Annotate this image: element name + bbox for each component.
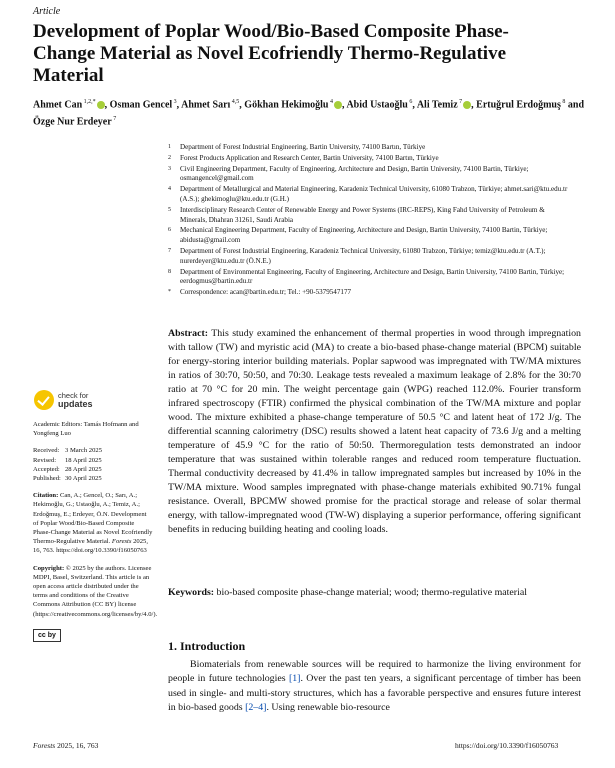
date-label: Published: xyxy=(33,475,61,483)
reference-link[interactable]: [2–4] xyxy=(245,702,267,714)
author-name: Ahmet Sarı xyxy=(181,99,231,111)
checkmark-icon xyxy=(34,390,54,410)
keywords-label: Keywords: xyxy=(168,587,215,598)
author-name: Ertuğrul Erdoğmuş xyxy=(476,99,561,111)
date-value: 28 April 2025 xyxy=(65,465,102,473)
affiliation-item xyxy=(168,165,573,185)
affiliation-text: Department of Forest Industrial Engineering, Karadeniz Technical University, 61080 Trabzon, Türkiye; temiz@ktu.edu.tr (A.T.); nurerdeyer@ktu.edu.tr (Ö.N.E.) xyxy=(180,246,546,265)
affiliation-number: 5 xyxy=(168,206,171,213)
affiliation-text: Department of Metallurgical and Material Engineering, Karadeniz Technical University, 61080 Trabzon, Türkiye; ahmet.sari@ktu.edu.tr (A.S.); ghekimoglu@ktu.edu.tr (G.H.) xyxy=(180,185,568,203)
affiliation-number: 7 xyxy=(168,247,171,254)
affiliation-text: Correspondence: acan@bartin.edu.tr; Tel.: +90-5379547177 xyxy=(180,288,352,297)
abstract xyxy=(168,327,581,537)
affiliation-item xyxy=(168,185,573,205)
affiliation-number: 1 xyxy=(168,144,171,150)
author-name: Osman Gencel xyxy=(109,99,173,111)
date-label: Revised: xyxy=(33,456,57,464)
orcid-icon[interactable] xyxy=(463,101,471,109)
reference-link[interactable]: [1] xyxy=(288,673,301,685)
date-row xyxy=(33,456,153,465)
academic-editors: Academic Editors: Tamás Hofmann and Yongfeng Luo xyxy=(33,421,139,438)
affiliation-item xyxy=(168,206,573,226)
date-value: 30 April 2025 xyxy=(65,475,102,483)
date-value: 3 March 2025 xyxy=(65,447,102,455)
author-affiliation-mark: 7 xyxy=(111,116,117,123)
author-affiliation-mark: 4,5 xyxy=(230,99,240,105)
author-name: Gökhan Hekimoğlu xyxy=(244,99,329,111)
date-row xyxy=(33,474,153,483)
abstract-text: This study examined the enhancement of thermal properties in wood through impregnation with tallow (TW) and myristic acid (MA) to create a bio-based phase-change material (BPCM) suitable for energy-storing interior building materials. Poplar sapwood was impregnated with TW/MA mixtures in ratios of 30:70, 50:50, and 70:30. Leakage tests revealed a maximum leakage of 2.8% for the 30:70 ratio at 70 °C for 20 min. The weight percentage gain (WPG) reached 112.0%. Fourier transform infrared spectroscopy (FTIR) confirmed the physical combination of the TW/MA mixture and poplar wood. The mixture exhibited a phase-change temperature of 50.5 °C and latent heat of 172 J/g. The differential scanning calorimetry (DSC) results showed a latent heat capacity of 73.6 J/g and a melting temperature of 45.9 °C for the ratio of 50:50. Thermoregulation tests demonstrated an indoor temperature that was sustained within tolerable ranges and reduced room temperature fluctuation. Thermal conductivity decreased by 41.4% in tallow impregnated samples but increased by 10% in the TW/MA mixture. Wood samples impregnated with phase-change materials exhibited 90.71% fungal resistance. Overall, BPCMW showed promise for the practical storage and release of solar thermal energy, with tallow-impregnated wood (TW-W) displaying a superior performance, offering significant benefits in reducing building heating and cooling loads. xyxy=(168,328,581,535)
date-label: Accepted: xyxy=(33,465,60,473)
affiliation-number: 4 xyxy=(168,186,171,193)
affiliation-number: 6 xyxy=(168,227,171,234)
author-affiliation-mark: 6 xyxy=(407,99,413,105)
article-type-label: Article xyxy=(33,6,61,17)
date-row xyxy=(33,465,153,474)
orcid-icon[interactable] xyxy=(334,101,342,109)
affiliation-text: Department of Forest Industrial Engineering, Bartin University, 74100 Bartın, Türkiye xyxy=(180,143,426,151)
copyright-block: Copyright: © 2025 by the authors. Licensee MDPI, Basel, Switzerland. This article is an open access article distributed under the terms and conditions of the Creative Commons Attribution (CC BY) license (https://creativecommons.org/licenses/by/4.0/). xyxy=(33,564,158,618)
date-value: 18 April 2025 xyxy=(65,456,102,464)
affiliation-item xyxy=(168,247,573,267)
affiliation-text: Department of Environmental Engineering, Faculty of Engineering, Architecture and Design, Bartin University, 74100 Bartin, Türkiye; eerdogmus@bartin.edu.tr xyxy=(180,267,565,286)
affiliation-number: * xyxy=(168,289,171,296)
article-sidebar xyxy=(33,420,158,642)
orcid-icon[interactable] xyxy=(97,101,105,109)
affiliation-item xyxy=(168,154,573,164)
introduction-paragraph: Biomaterials from renewable sources will be required to harmonize the living environment for people in future technologies [1]. Over the past ten years, a significant percentage of timber has been used in single- and multi-story structures, which has a favorable perspective and ensures future interest in bio-based goods [2–4]. Using renewable bio-resource xyxy=(168,659,581,714)
citation-block: Citation: Can, A.; Gencel, O.; Sarı, A.; Hekimoğlu, G.; Ustaoğlu, A.; Temiz, A.; Erdoğmuş, E.; Erdeyer, Ö.N. Development of Poplar Wood/Bio-Based Composite Phase-Change Material as Novel Ecofriendly Thermo-Regulative Material. Forests 2025, 16, 763. https://doi.org/10.3390/f16050763 xyxy=(33,492,153,555)
affiliation-item xyxy=(168,288,573,298)
author-affiliation-mark: 8 xyxy=(560,99,566,105)
date-row xyxy=(33,446,153,455)
date-label: Received: xyxy=(33,447,60,455)
footer-doi-link[interactable]: https://doi.org/10.3390/f16050763 xyxy=(455,741,559,750)
affiliation-number: 2 xyxy=(168,154,171,161)
affiliation-number: 3 xyxy=(168,165,171,172)
keywords xyxy=(168,586,581,600)
author-affiliation-mark: 4 xyxy=(328,99,333,105)
author-list: Ahmet Can $^{1,2,*}$ , Osman Gencel $^3$, Ahmet Sarı $^{4,5}$, Gökhan Hekimoğlu $^4$ , Abid Ustaoğlu $^6$, Ali Temiz $^7$ , Ertuğrul Erdoğmuş $^8$ and Özge Nur Erdeyer $^7$ xyxy=(33,99,585,128)
affiliation-item xyxy=(168,268,573,288)
affiliation-text: Mechanical Engineering Department, Faculty of Engineering, Architecture and Design, Bartin University, 74100 Bartin, Türkiye; abidusta@gmail.com xyxy=(180,226,548,245)
author-name: Özge Nur Erdeyer xyxy=(33,116,112,128)
section-heading-introduction: 1. Introduction xyxy=(168,639,246,653)
paper-title: Development of Poplar Wood/Bio-Based Composite Phase-Change Material as Novel Ecofriendly Thermo-Regulative Material xyxy=(33,21,509,86)
author-affiliation-mark: 7 xyxy=(457,99,463,105)
affiliation-item xyxy=(168,226,573,246)
author-name: Abid Ustaoğlu xyxy=(346,99,408,111)
affiliation-text: Civil Engineering Department, Faculty of Engineering, Architecture and Design, Bartin University, 74100 Bartin, Türkiye; osmangencel@gmail.com xyxy=(180,164,529,183)
author-affiliation-mark: 3 xyxy=(172,99,177,105)
author-name: Ali Temiz xyxy=(416,99,458,111)
affiliation-list xyxy=(168,143,573,299)
author-affiliation-mark: 1,2,* xyxy=(82,99,96,105)
affiliation-text: Forest Products Application and Research Center, Bartin University, 74100 Bartın, Türkiye xyxy=(180,153,439,162)
footer-journal: Forests 2025, 16, 763 xyxy=(33,741,99,750)
badge-line1: check for xyxy=(58,391,89,400)
affiliation-item xyxy=(168,143,573,153)
abstract-label: Abstract: xyxy=(168,328,209,339)
author-name: Ahmet Can xyxy=(33,99,83,111)
keywords-text: bio-based composite phase-change material; wood; thermo-regulative material xyxy=(216,587,527,598)
cc-by-license-icon[interactable]: cc by xyxy=(33,629,61,642)
badge-line2: updates xyxy=(58,399,93,409)
citation-doi-link[interactable]: 2025, 16, 763. https://doi.org/10.3390/f16050763 xyxy=(33,538,148,555)
affiliation-number: 8 xyxy=(168,268,171,275)
affiliation-text: Interdisciplinary Research Center of Renewable Energy and Power Systems (IRC-REPS), King Fahd University of Petroleum & Minerals, Dhahran 31261, Saudi Arabia xyxy=(180,205,545,224)
article-dates xyxy=(33,446,153,483)
check-for-updates-badge[interactable] xyxy=(34,390,93,410)
